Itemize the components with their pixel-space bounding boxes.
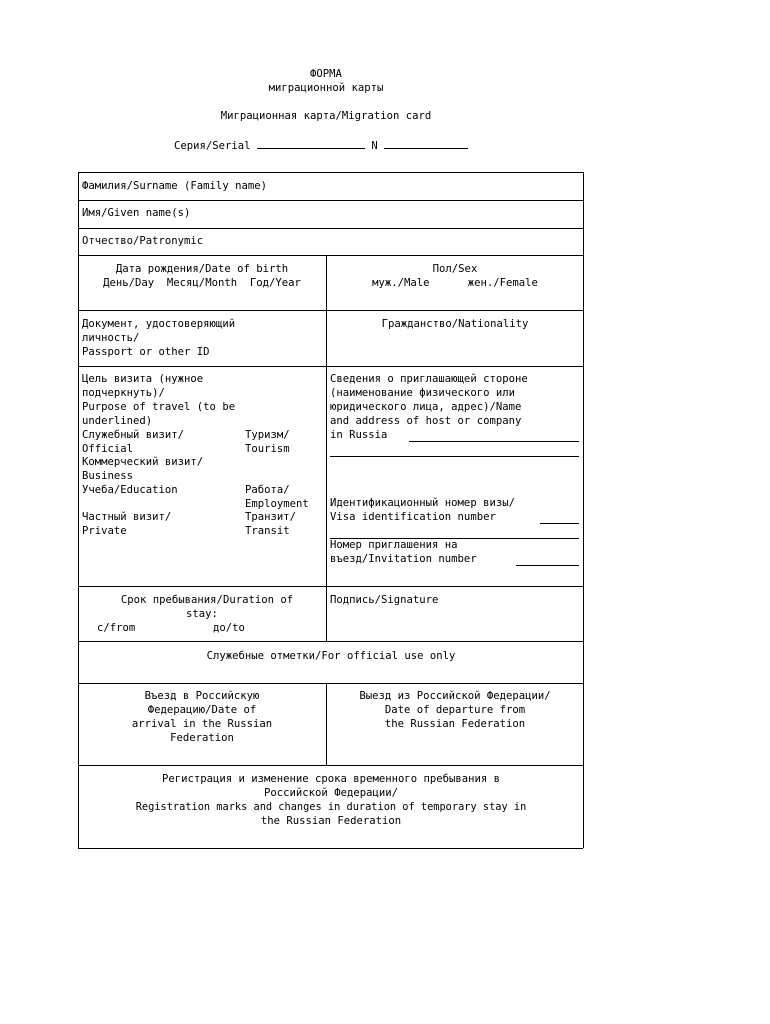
surname-label: Фамилия/Surname (Family name) bbox=[82, 180, 267, 192]
card-title: Миграционная карта/Migration card bbox=[220, 110, 432, 122]
given-name-label: Имя/Given name(s) bbox=[82, 207, 191, 219]
row-divider bbox=[78, 310, 583, 311]
table-border-top bbox=[78, 172, 583, 173]
visa-label-2: Visa identification number bbox=[330, 511, 496, 523]
host-label-4: and address of host or company bbox=[330, 415, 522, 427]
duration-label-2: stay: bbox=[186, 608, 218, 620]
departure-label-2: Date of departure from bbox=[384, 704, 526, 716]
row-divider bbox=[78, 586, 583, 587]
purpose-label-4: underlined) bbox=[82, 415, 153, 427]
row-divider bbox=[78, 200, 583, 201]
nationality-label: Гражданство/Nationality bbox=[381, 318, 529, 330]
host-field[interactable] bbox=[409, 441, 579, 442]
number-label: N bbox=[371, 140, 378, 152]
visa-label-1: Идентификационный номер визы/ bbox=[330, 497, 515, 509]
invitation-field[interactable] bbox=[516, 565, 579, 566]
row-divider bbox=[78, 683, 583, 684]
serial-field[interactable] bbox=[257, 138, 365, 149]
duration-label-1: Срок пребывания/Duration of bbox=[120, 594, 294, 606]
official-use-label: Служебные отметки/For official use only bbox=[206, 650, 456, 662]
sex-label: Пол/Sex bbox=[432, 263, 478, 275]
visa-field[interactable] bbox=[540, 523, 579, 524]
host-field-2[interactable] bbox=[330, 456, 579, 457]
number-field[interactable] bbox=[384, 138, 468, 149]
purpose-private[interactable]: Частный визит/ Private bbox=[82, 511, 172, 537]
signature-label: Подпись/Signature bbox=[330, 594, 439, 606]
invitation-label-2: въезд/Invitation number bbox=[330, 553, 477, 565]
id-document-label-3: Passport or other ID bbox=[82, 346, 210, 358]
row-divider bbox=[78, 765, 583, 766]
form-title: ФОРМА bbox=[310, 68, 342, 80]
departure-label-1: Выезд из Российской Федерации/ bbox=[359, 690, 551, 702]
form-subtitle: миграционной карты bbox=[268, 82, 384, 94]
arrival-label-4: Federation bbox=[170, 732, 234, 744]
purpose-label-1: Цель визита (нужное bbox=[82, 373, 204, 385]
duration-from-label: с/from bbox=[97, 622, 136, 634]
host-label-5: in Russia bbox=[330, 429, 388, 441]
host-label-1: Сведения о приглашающей стороне bbox=[330, 373, 528, 385]
duration-to-label: до/to bbox=[213, 622, 245, 634]
arrival-label-3: arrival in the Russian bbox=[131, 718, 273, 730]
serial-row bbox=[174, 138, 468, 154]
patronymic-label: Отчество/Patronymic bbox=[82, 235, 204, 247]
registration-label-2: Российской Федерации/ bbox=[264, 787, 398, 799]
registration-label-1: Регистрация и изменение срока временного пребывания в bbox=[161, 773, 501, 785]
column-divider bbox=[326, 255, 327, 641]
purpose-business[interactable]: Коммерческий визит/ Business bbox=[82, 456, 204, 482]
invitation-label-1: Номер приглашения на bbox=[330, 539, 458, 551]
arrival-label-1: Въезд в Российскую bbox=[144, 690, 260, 702]
purpose-label-3: Purpose of travel (to be bbox=[82, 401, 236, 413]
departure-label-3: the Russian Federation bbox=[384, 718, 526, 730]
dob-label: Дата рождения/Date of birth bbox=[115, 263, 289, 275]
registration-label-4: the Russian Federation bbox=[260, 815, 402, 827]
table-border-bottom bbox=[78, 848, 583, 849]
id-document-label-1: Документ, удостоверяющий bbox=[82, 318, 236, 330]
serial-label: Серия/Serial bbox=[174, 140, 251, 152]
row-divider bbox=[78, 366, 583, 367]
row-divider bbox=[78, 228, 583, 229]
row-divider bbox=[78, 641, 583, 642]
dob-parts-label: День/Day Месяц/Month Год/Year bbox=[103, 277, 301, 289]
purpose-official[interactable]: Служебный визит/ Official bbox=[82, 429, 185, 455]
host-label-2: (наименование физического или bbox=[330, 387, 515, 399]
row-divider bbox=[78, 255, 583, 256]
id-document-label-2: личность/ bbox=[82, 332, 140, 344]
host-label-3: юридического лица, адрес)/Name bbox=[330, 401, 522, 413]
purpose-tourism[interactable]: Туризм/ Tourism bbox=[245, 429, 290, 455]
arrival-label-2: Федерацию/Date of bbox=[147, 704, 257, 716]
registration-label-3: Registration marks and changes in duration of temporary stay in bbox=[135, 801, 527, 813]
table-border-right bbox=[583, 172, 584, 848]
purpose-education[interactable]: Учеба/Education bbox=[82, 484, 178, 496]
purpose-transit[interactable]: Транзит/ Transit bbox=[245, 511, 297, 537]
purpose-label-2: подчеркнуть)/ bbox=[82, 387, 165, 399]
purpose-employment[interactable]: Работа/ Employment bbox=[245, 484, 309, 510]
sex-options: муж./Male жен./Female bbox=[372, 277, 538, 289]
